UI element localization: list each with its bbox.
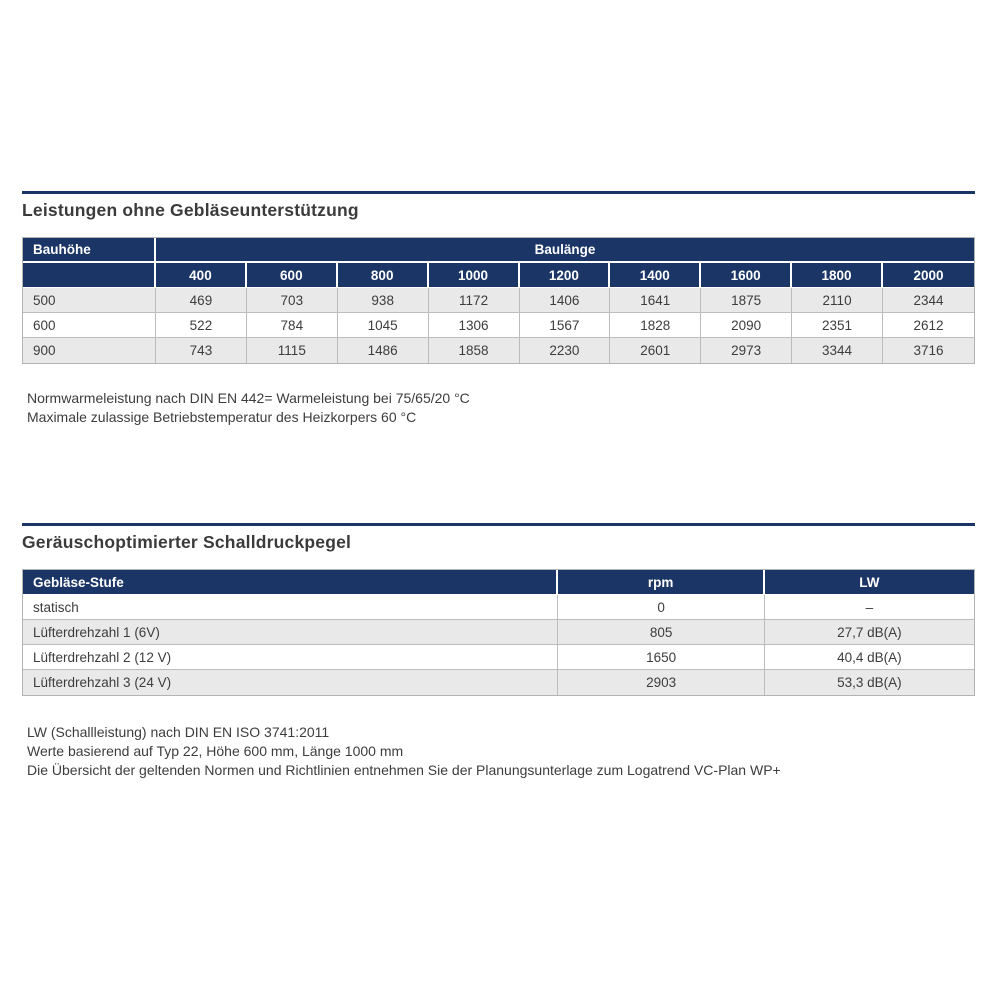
row-header-cell: 500 (23, 288, 156, 313)
value-cell: 2973 (701, 338, 792, 363)
table-row-900 (23, 338, 974, 363)
row-header-cell: Lüfterdrehzahl 3 (24 V) (23, 670, 558, 695)
footnote-line: Normwarmeleistung nach DIN EN 442= Warmeleistung bei 75/65/20 °C (27, 390, 470, 406)
col-header-empty (23, 263, 156, 288)
table-row-500 (23, 288, 974, 313)
value-cell: 1406 (520, 288, 611, 313)
value-cell: 1858 (429, 338, 520, 363)
header-row-lengths (23, 263, 974, 288)
section-title-leistungen: Leistungen ohne Gebläseunterstützung (22, 200, 359, 220)
value-cell: 1115 (247, 338, 338, 363)
table-row-stufe1 (23, 620, 974, 645)
footnote-line: Maximale zulassige Betriebstemperatur des Heizkorpers 60 °C (27, 409, 417, 425)
value-cell: 1045 (338, 313, 429, 338)
lw-cell: 40,4 dB(A) (765, 645, 974, 670)
value-cell: 1875 (701, 288, 792, 313)
schalldruckpegel-footnotes (22, 723, 975, 780)
value-cell: 743 (156, 338, 247, 363)
section-leistungen (22, 191, 975, 427)
row-header-cell: Lüfterdrehzahl 1 (6V) (23, 620, 558, 645)
header-row (23, 570, 974, 595)
footnote-line: LW (Schallleistung) nach DIN EN ISO 3741:2011 (27, 724, 330, 740)
footnote-line: Die Übersicht der geltenden Normen und Richtlinien entnehmen Sie der Planungsunterlage zum Logatrend VC-Plan WP+ (27, 762, 781, 778)
table-row-600 (23, 313, 974, 338)
row-header-cell: Lüfterdrehzahl 2 (12 V) (23, 645, 558, 670)
col-header-baulaenge: Baulänge (156, 238, 974, 263)
value-cell: 1567 (520, 313, 611, 338)
length-col-header: 600 (247, 263, 338, 288)
rpm-cell: 805 (558, 620, 764, 645)
length-col-header: 800 (338, 263, 429, 288)
length-col-header: 2000 (883, 263, 974, 288)
value-cell: 469 (156, 288, 247, 313)
value-cell: 3716 (883, 338, 974, 363)
rpm-cell: 0 (558, 595, 764, 620)
length-col-header: 400 (156, 263, 247, 288)
value-cell: 2110 (792, 288, 883, 313)
value-cell: 938 (338, 288, 429, 313)
value-cell: 2351 (792, 313, 883, 338)
row-header-cell: 900 (23, 338, 156, 363)
lw-cell: – (765, 595, 974, 620)
col-header-bauhoehe: Bauhöhe (23, 238, 156, 263)
rpm-cell: 1650 (558, 645, 764, 670)
leistungen-footnotes (22, 389, 975, 427)
value-cell: 1828 (610, 313, 701, 338)
value-cell: 3344 (792, 338, 883, 363)
lw-cell: 53,3 dB(A) (765, 670, 974, 695)
footnote-line: Werte basierend auf Typ 22, Höhe 600 mm, Länge 1000 mm (27, 743, 404, 759)
value-cell: 1306 (429, 313, 520, 338)
table-row-stufe2 (23, 645, 974, 670)
row-header-cell: statisch (23, 595, 558, 620)
value-cell: 2230 (520, 338, 611, 363)
length-col-header: 1800 (792, 263, 883, 288)
value-cell: 2601 (610, 338, 701, 363)
header-row-groups (23, 238, 974, 263)
section-title-schalldruckpegel: Geräuschoptimierter Schalldruckpegel (22, 532, 352, 552)
col-header-geblaese-stufe: Gebläse-Stufe (23, 570, 558, 595)
value-cell: 2612 (883, 313, 974, 338)
value-cell: 703 (247, 288, 338, 313)
value-cell: 1172 (429, 288, 520, 313)
lw-cell: 27,7 dB(A) (765, 620, 974, 645)
leistungen-table (22, 237, 975, 364)
length-col-header: 1400 (610, 263, 701, 288)
col-header-lw: LW (765, 570, 974, 595)
table-row-statisch (23, 595, 974, 620)
row-header-cell: 600 (23, 313, 156, 338)
col-header-rpm: rpm (558, 570, 764, 595)
section-divider-rule (22, 523, 975, 526)
value-cell: 522 (156, 313, 247, 338)
value-cell: 784 (247, 313, 338, 338)
value-cell: 1641 (610, 288, 701, 313)
rpm-cell: 2903 (558, 670, 764, 695)
table-row-stufe3 (23, 670, 974, 695)
value-cell: 1486 (338, 338, 429, 363)
value-cell: 2090 (701, 313, 792, 338)
schalldruckpegel-table (22, 569, 975, 696)
length-col-header: 1000 (429, 263, 520, 288)
length-col-header: 1600 (701, 263, 792, 288)
section-divider-rule (22, 191, 975, 194)
section-schalldruckpegel (22, 523, 975, 780)
length-col-header: 1200 (520, 263, 611, 288)
value-cell: 2344 (883, 288, 974, 313)
